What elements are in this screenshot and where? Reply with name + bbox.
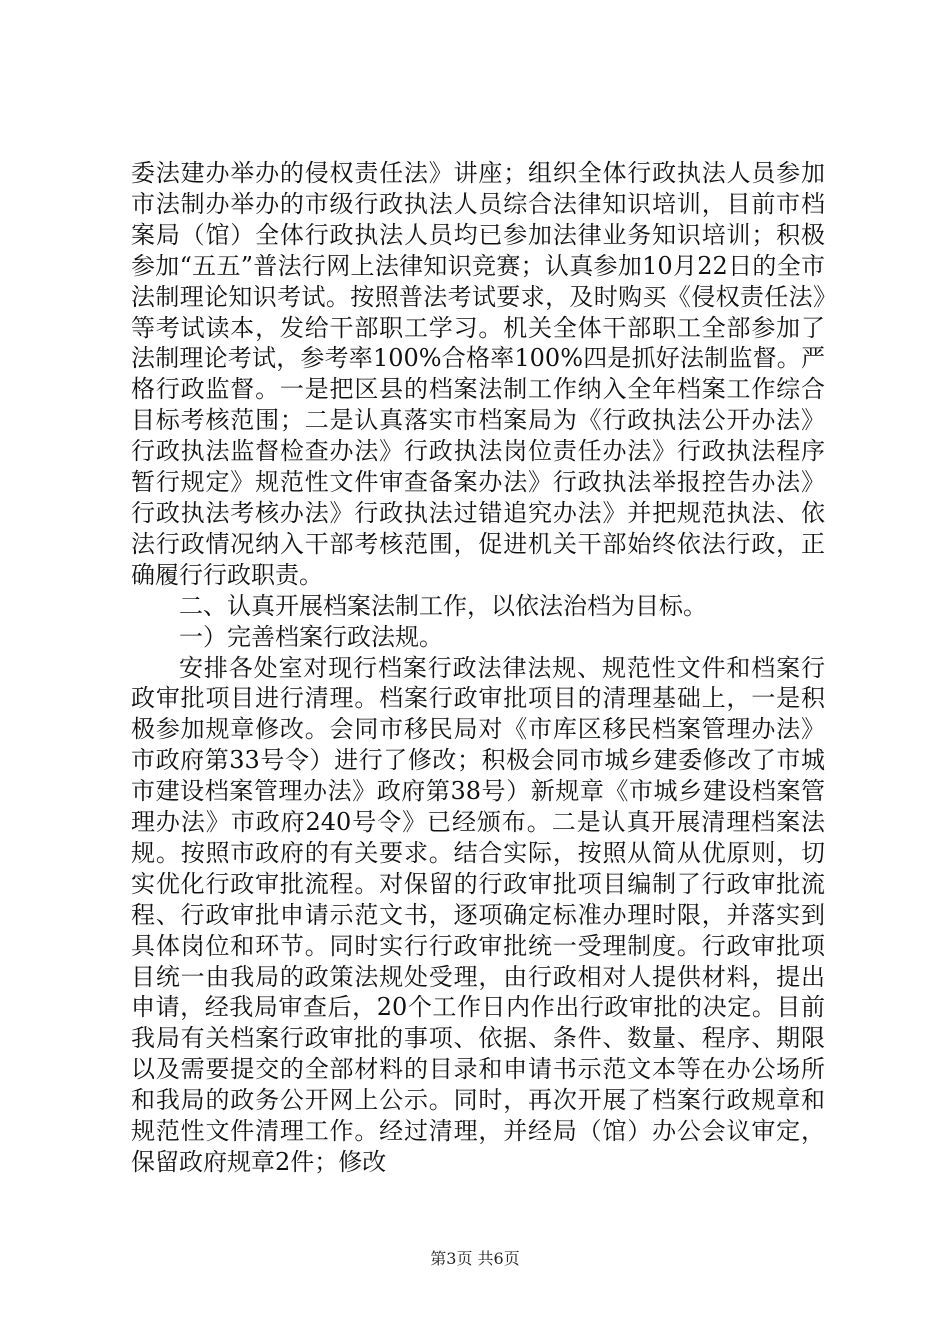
paragraph-continuation: 委法建办举办的侵权责任法》讲座；组织全体行政执法人员参加市法制办举办的市级行政执法人员综合法律知识培训，目前市档案局（馆）全体行政执法人员均已参加法律业务知识培训；积极参加“五五”普法行网上法律知识竞赛；认真参加10月22日的全市法制理论知识考试。按照普法考试要求，及时购买《侵权责任法》等考试读本，发给干部职工学习。机关全体干部职工全部参加了法制理论考试，参考率100%合格率100%四是抓好法制监督。严格行政监督。一是把区县的档案法制工作纳入全年档案工作综合目标考核范围；二是认真落实市档案局为《行政执法公开办法》行政执法监督检查办法》行政执法岗位责任办法》行政执法程序暂行规定》规范性文件审查备案办法》行政执法举报控告办法》行政执法考核办法》行政执法过错追究办法》并把规范执法、依法行政情况纳入干部考核范围，促进机关干部始终依法行政，正确履行行政职责。 — [131, 159, 825, 589]
page-number-footer: 第3页 共6页 — [430, 1249, 520, 1268]
document-body — [131, 158, 825, 1178]
section-heading-2: 二、认真开展档案法制工作，以依法治档为目标。 — [179, 591, 707, 620]
subsection-heading-1: 一）完善档案行政法规。 — [179, 622, 443, 651]
paragraph-body: 安排各处室对现行档案行政法律法规、规范性文件和档案行政审批项目进行清理。档案行政审批项目的清理基础上，一是积极参加规章修改。会同市移民局对《市库区移民档案管理办法》市政府第33号令）进行了修改；积极会同市城乡建委修改了市城市建设档案管理办法》政府第38号）新规章《市城乡建设档案管理办法》市政府240号令》已经颁布。二是认真开展清理档案法规。按照市政府的有关要求。结合实际，按照从简从优原则，切实优化行政审批流程。对保留的行政审批项目编制了行政审批流程、行政审批申请示范文书，逐项确定标准办理时限，并落实到具体岗位和环节。同时实行行政审批统一受理制度。行政审批项目统一由我局的政策法规处受理，由行政相对人提供材料，提出申请，经我局审查后，20个工作日内作出行政审批的决定。目前我局有关档案行政审批的事项、依据、条件、数量、程序、期限以及需要提交的全部材料的目录和申请书示范文本等在办公场所和我局的政务公开网上公示。同时，再次开展了档案行政规章和规范性文件清理工作。经过清理，并经局（馆）办公会议审定，保留政府规章2件；修改 — [131, 653, 825, 1176]
